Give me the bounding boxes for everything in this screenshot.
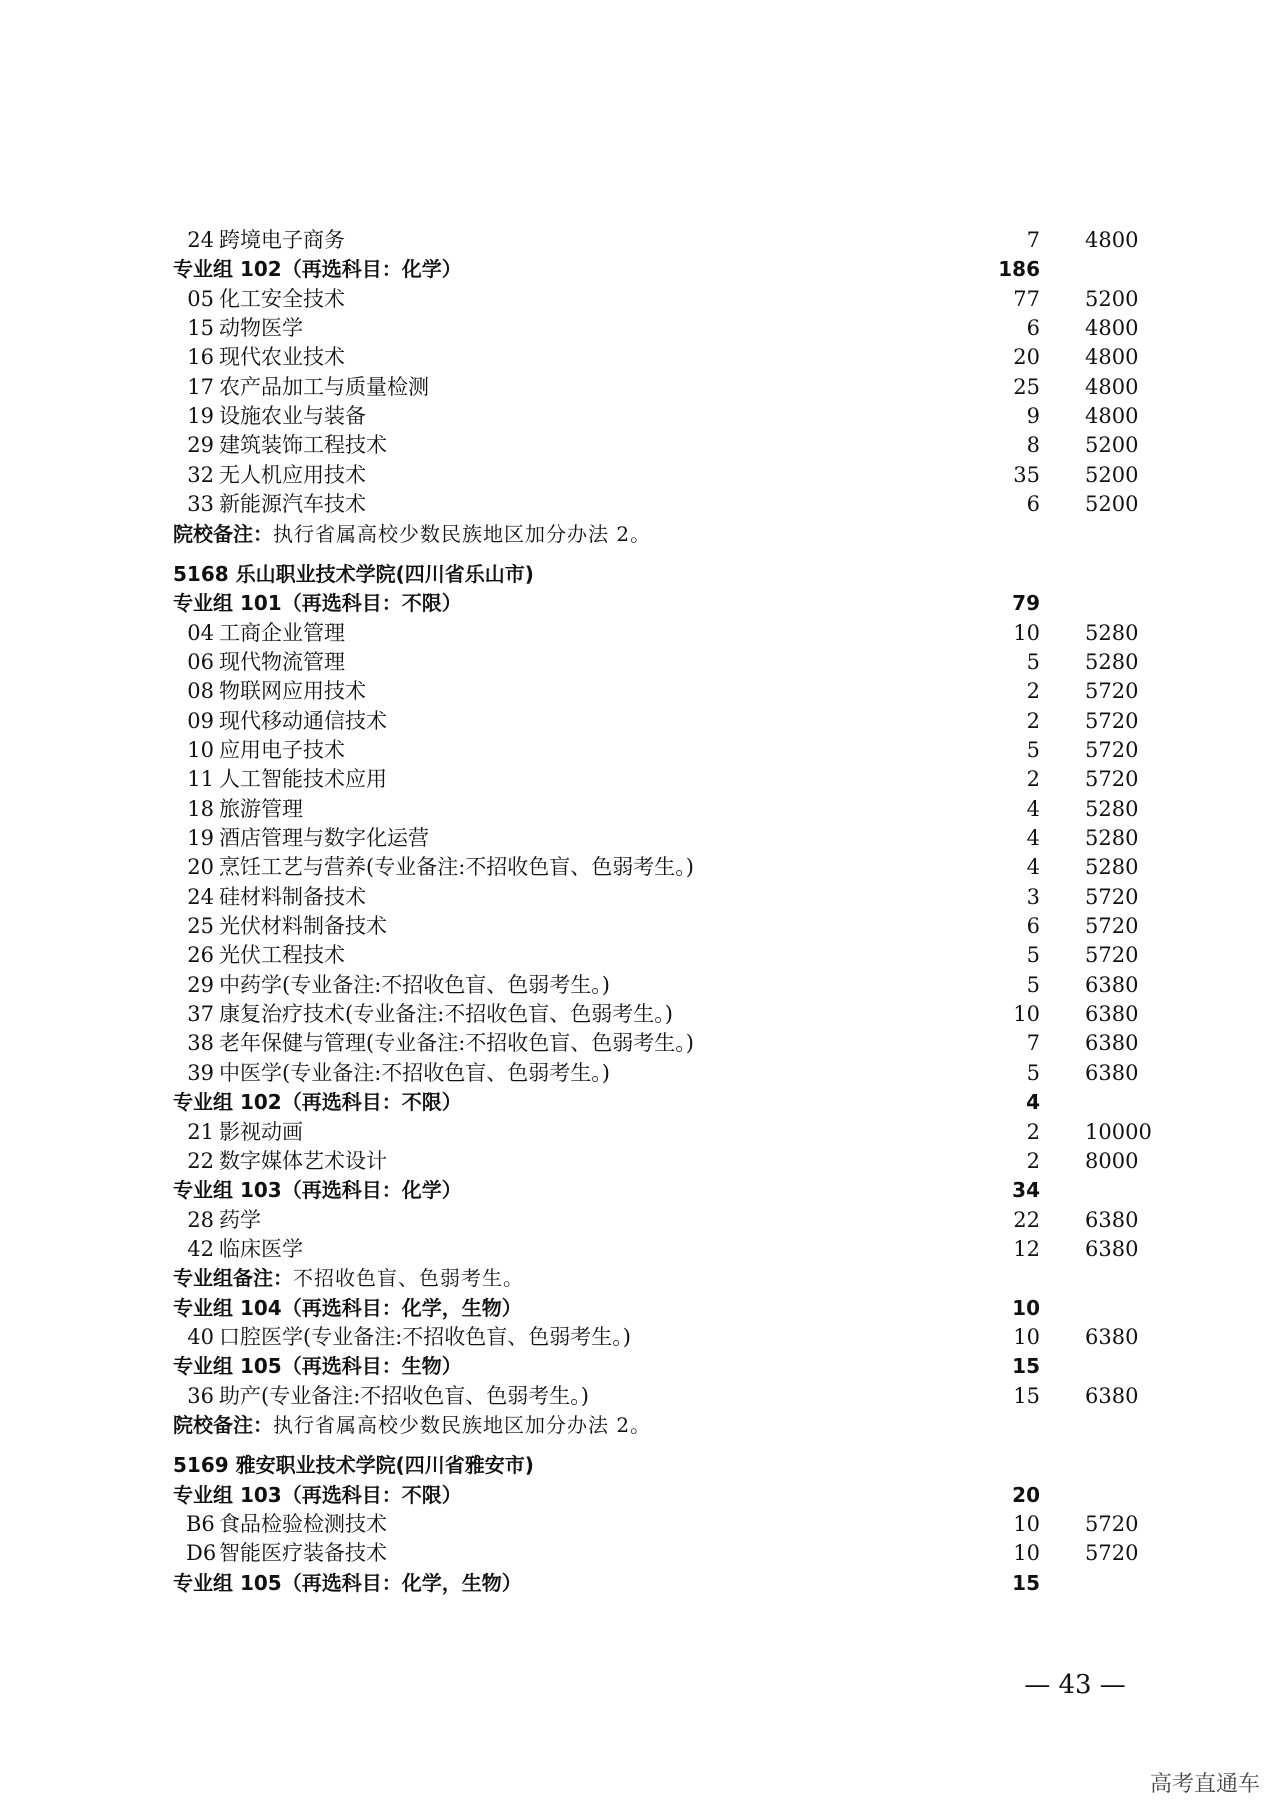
tuition-fee: 5720: [1085, 679, 1139, 703]
enrollment-count: 8: [1026, 433, 1040, 457]
major-row: [0, 619, 1280, 648]
enrollment-count: 5: [1026, 973, 1040, 997]
enrollment-count: 10: [1013, 621, 1040, 645]
enrollment-count: 6: [1026, 914, 1040, 938]
major-group-title: 专业组 104（再选科目：化学，生物）: [173, 1296, 522, 1320]
tuition-fee: 10000: [1085, 1120, 1152, 1144]
major-name: 康复治疗技术(专业备注:不招收色盲、色弱考生。): [219, 1002, 673, 1026]
major-name: 光伏材料制备技术: [219, 914, 387, 938]
major-code: 15: [187, 316, 214, 340]
major-code: 24: [187, 885, 214, 909]
major-name: 助产(专业备注:不招收色盲、色弱考生。): [219, 1384, 589, 1408]
enrollment-count: 2: [1026, 679, 1040, 703]
major-name: 无人机应用技术: [219, 463, 366, 487]
major-row: [0, 314, 1280, 343]
tuition-fee: 6380: [1085, 1031, 1139, 1055]
major-name: 动物医学: [219, 316, 303, 340]
major-row: [0, 1000, 1280, 1029]
major-code: 42: [187, 1237, 214, 1261]
major-code: 10: [187, 738, 214, 762]
major-row: [0, 343, 1280, 372]
enrollment-count: 5: [1026, 1061, 1040, 1085]
major-name: 硅材料制备技术: [219, 885, 366, 909]
major-code: 26: [187, 943, 214, 967]
tuition-fee: 5720: [1085, 914, 1139, 938]
major-name: 临床医学: [219, 1237, 303, 1261]
group-count: 186: [998, 257, 1040, 281]
school-title: 5168 乐山职业技术学院(四川省乐山市): [173, 562, 534, 586]
major-row: [0, 1510, 1280, 1539]
tuition-fee: 4800: [1085, 228, 1139, 252]
tuition-fee: 4800: [1085, 316, 1139, 340]
enrollment-count: 2: [1026, 1120, 1040, 1144]
major-row: [0, 1235, 1280, 1264]
tuition-fee: 6380: [1085, 1061, 1139, 1085]
tuition-fee: 5720: [1085, 709, 1139, 733]
major-code: 36: [187, 1384, 214, 1408]
major-group-title: 专业组 102（再选科目：不限）: [173, 1090, 462, 1114]
tuition-fee: 5720: [1085, 885, 1139, 909]
major-code: 32: [187, 463, 214, 487]
major-code: 37: [187, 1002, 214, 1026]
major-name: 口腔医学(专业备注:不招收色盲、色弱考生。): [219, 1325, 631, 1349]
remark-label: 院校备注：: [173, 522, 273, 546]
major-row: [0, 912, 1280, 941]
tuition-fee: 6380: [1085, 1384, 1139, 1408]
major-code: 18: [187, 797, 214, 821]
major-name: 数字媒体艺术设计: [219, 1149, 387, 1173]
tuition-fee: 5200: [1085, 463, 1139, 487]
tuition-fee: 5280: [1085, 797, 1139, 821]
major-code: 04: [187, 621, 214, 645]
tuition-fee: 5720: [1085, 767, 1139, 791]
major-group-title: 专业组 103（再选科目：化学）: [173, 1178, 462, 1202]
tuition-fee: 5720: [1085, 1541, 1139, 1565]
major-row: [0, 402, 1280, 431]
major-code: 06: [187, 650, 214, 674]
major-name: 现代农业技术: [219, 345, 345, 369]
remark-row: [0, 1411, 1280, 1440]
major-name: 现代物流管理: [219, 650, 345, 674]
major-row: [0, 824, 1280, 853]
major-name: 现代移动通信技术: [219, 709, 387, 733]
tuition-fee: 5720: [1085, 738, 1139, 762]
group-count: 10: [1012, 1296, 1040, 1320]
school-title: 5169 雅安职业技术学院(四川省雅安市): [173, 1453, 534, 1477]
major-group-title: 专业组 103（再选科目：不限）: [173, 1483, 462, 1507]
major-row: [0, 736, 1280, 765]
major-code: 19: [187, 404, 214, 428]
major-name: 中药学(专业备注:不招收色盲、色弱考生。): [219, 973, 610, 997]
tuition-fee: 5280: [1085, 621, 1139, 645]
major-row: [0, 1118, 1280, 1147]
major-row: [0, 1059, 1280, 1088]
major-code: 21: [187, 1120, 214, 1144]
major-code: D6: [186, 1541, 217, 1565]
major-row: [0, 490, 1280, 519]
major-name: 新能源汽车技术: [219, 492, 366, 516]
enrollment-count: 25: [1013, 375, 1040, 399]
enrollment-count: 7: [1026, 1031, 1040, 1055]
enrollment-count: 10: [1013, 1325, 1040, 1349]
major-row: [0, 1539, 1280, 1568]
tuition-fee: 6380: [1085, 1325, 1139, 1349]
major-name: 人工智能技术应用: [219, 767, 387, 791]
major-row: [0, 707, 1280, 736]
major-row: [0, 941, 1280, 970]
major-name: 应用电子技术: [219, 738, 345, 762]
enrollment-count: 2: [1026, 767, 1040, 791]
tuition-fee: 8000: [1085, 1149, 1139, 1173]
group-count: 79: [1012, 591, 1040, 615]
tuition-fee: 5200: [1085, 492, 1139, 516]
major-row: [0, 677, 1280, 706]
major-name: 光伏工程技术: [219, 943, 345, 967]
major-code: 20: [187, 855, 214, 879]
tuition-fee: 4800: [1085, 375, 1139, 399]
group-count: 15: [1012, 1354, 1040, 1378]
enrollment-count: 77: [1013, 287, 1040, 311]
major-code: 05: [187, 287, 214, 311]
major-row: [0, 1029, 1280, 1058]
major-name: 中医学(专业备注:不招收色盲、色弱考生。): [219, 1061, 610, 1085]
tuition-fee: 5200: [1085, 287, 1139, 311]
major-name: 跨境电子商务: [219, 228, 345, 252]
enrollment-count: 10: [1013, 1541, 1040, 1565]
enrollment-count: 4: [1026, 797, 1040, 821]
major-group-row: [0, 1088, 1280, 1117]
tuition-fee: 6380: [1085, 1208, 1139, 1232]
major-name: 化工安全技术: [219, 287, 345, 311]
major-group-row: [0, 1352, 1280, 1381]
enrollment-count: 35: [1013, 463, 1040, 487]
enrollment-count: 2: [1026, 709, 1040, 733]
tuition-fee: 6380: [1085, 1002, 1139, 1026]
major-code: 25: [187, 914, 214, 938]
tuition-fee: 4800: [1085, 345, 1139, 369]
enrollment-count: 7: [1026, 228, 1040, 252]
major-name: 食品检验检测技术: [219, 1512, 387, 1536]
major-code: 11: [187, 767, 214, 791]
major-group-row: [0, 1569, 1280, 1598]
major-name: 烹饪工艺与营养(专业备注:不招收色盲、色弱考生。): [219, 855, 694, 879]
enrollment-count: 20: [1013, 345, 1040, 369]
major-group-row: [0, 1481, 1280, 1510]
tuition-fee: 5720: [1085, 943, 1139, 967]
enrollment-count: 5: [1026, 943, 1040, 967]
major-group-row: [0, 1294, 1280, 1323]
major-name: 物联网应用技术: [219, 679, 366, 703]
major-code: 29: [187, 973, 214, 997]
remark-text: 执行省属高校少数民族地区加分办法 2。: [273, 1413, 652, 1437]
major-row: [0, 226, 1280, 255]
enrollment-count: 22: [1013, 1208, 1040, 1232]
major-group-row: [0, 1176, 1280, 1205]
major-row: [0, 461, 1280, 490]
major-code: 16: [187, 345, 214, 369]
major-row: [0, 431, 1280, 460]
major-code: 29: [187, 433, 214, 457]
tuition-fee: 5280: [1085, 826, 1139, 850]
major-row: [0, 1382, 1280, 1411]
major-name: 药学: [219, 1208, 261, 1232]
major-group-row: [0, 255, 1280, 284]
major-row: [0, 648, 1280, 677]
major-name: 旅游管理: [219, 797, 303, 821]
major-code: 40: [187, 1325, 214, 1349]
enrollment-count: 12: [1013, 1237, 1040, 1261]
major-row: [0, 373, 1280, 402]
watermark-text: 高考直通车: [1149, 1772, 1260, 1797]
remark-text: 执行省属高校少数民族地区加分办法 2。: [273, 522, 652, 546]
enrollment-count: 6: [1026, 492, 1040, 516]
major-name: 农产品加工与质量检测: [219, 375, 429, 399]
major-row: [0, 765, 1280, 794]
major-group-row: [0, 589, 1280, 618]
enrollment-count: 9: [1026, 404, 1040, 428]
remark-label: 专业组备注：: [173, 1266, 293, 1290]
major-row: [0, 971, 1280, 1000]
school-header: [0, 1451, 1280, 1480]
major-row: [0, 795, 1280, 824]
major-code: 38: [187, 1031, 214, 1055]
major-code: 09: [187, 709, 214, 733]
tuition-fee: 5280: [1085, 650, 1139, 674]
major-name: 老年保健与管理(专业备注:不招收色盲、色弱考生。): [219, 1031, 694, 1055]
major-name: 工商企业管理: [219, 621, 345, 645]
major-group-title: 专业组 101（再选科目：不限）: [173, 591, 462, 615]
major-code: 17: [187, 375, 214, 399]
group-count: 20: [1012, 1483, 1040, 1507]
enrollment-count: 15: [1013, 1384, 1040, 1408]
tuition-fee: 6380: [1085, 1237, 1139, 1261]
major-name: 酒店管理与数字化运营: [219, 826, 429, 850]
remark-label: 院校备注：: [173, 1413, 273, 1437]
major-code: 08: [187, 679, 214, 703]
enrollment-count: 10: [1013, 1002, 1040, 1026]
enrollment-count: 10: [1013, 1512, 1040, 1536]
major-code: B6: [186, 1512, 215, 1536]
major-row: [0, 1206, 1280, 1235]
major-name: 智能医疗装备技术: [219, 1541, 387, 1565]
remark-row: [0, 520, 1280, 549]
school-header: [0, 560, 1280, 589]
enrollment-count: 6: [1026, 316, 1040, 340]
major-group-title: 专业组 105（再选科目：化学，生物）: [173, 1571, 522, 1595]
major-code: 39: [187, 1061, 214, 1085]
major-code: 24: [187, 228, 214, 252]
tuition-fee: 6380: [1085, 973, 1139, 997]
remark-text: 不招收色盲、色弱考生。: [293, 1266, 524, 1290]
group-count: 4: [1026, 1090, 1040, 1114]
major-row: [0, 1147, 1280, 1176]
major-name: 影视动画: [219, 1120, 303, 1144]
major-code: 33: [187, 492, 214, 516]
enrollment-count: 4: [1026, 826, 1040, 850]
group-count: 15: [1012, 1571, 1040, 1595]
major-row: [0, 883, 1280, 912]
major-code: 22: [187, 1149, 214, 1173]
major-code: 28: [187, 1208, 214, 1232]
tuition-fee: 5720: [1085, 1512, 1139, 1536]
major-name: 设施农业与装备: [219, 404, 366, 428]
enrollment-count: 5: [1026, 650, 1040, 674]
remark-row: [0, 1264, 1280, 1293]
major-row: [0, 853, 1280, 882]
enrollment-count: 5: [1026, 738, 1040, 762]
group-count: 34: [1012, 1178, 1040, 1202]
major-row: [0, 1323, 1280, 1352]
major-group-title: 专业组 102（再选科目：化学）: [173, 257, 462, 281]
enrollment-count: 3: [1026, 885, 1040, 909]
major-group-title: 专业组 105（再选科目：生物）: [173, 1354, 462, 1378]
enrollment-count: 4: [1026, 855, 1040, 879]
major-name: 建筑装饰工程技术: [219, 433, 387, 457]
major-code: 19: [187, 826, 214, 850]
tuition-fee: 5280: [1085, 855, 1139, 879]
page-number: — 43 —: [1024, 1670, 1126, 1700]
enrollment-count: 2: [1026, 1149, 1040, 1173]
tuition-fee: 5200: [1085, 433, 1139, 457]
major-row: [0, 285, 1280, 314]
tuition-fee: 4800: [1085, 404, 1139, 428]
